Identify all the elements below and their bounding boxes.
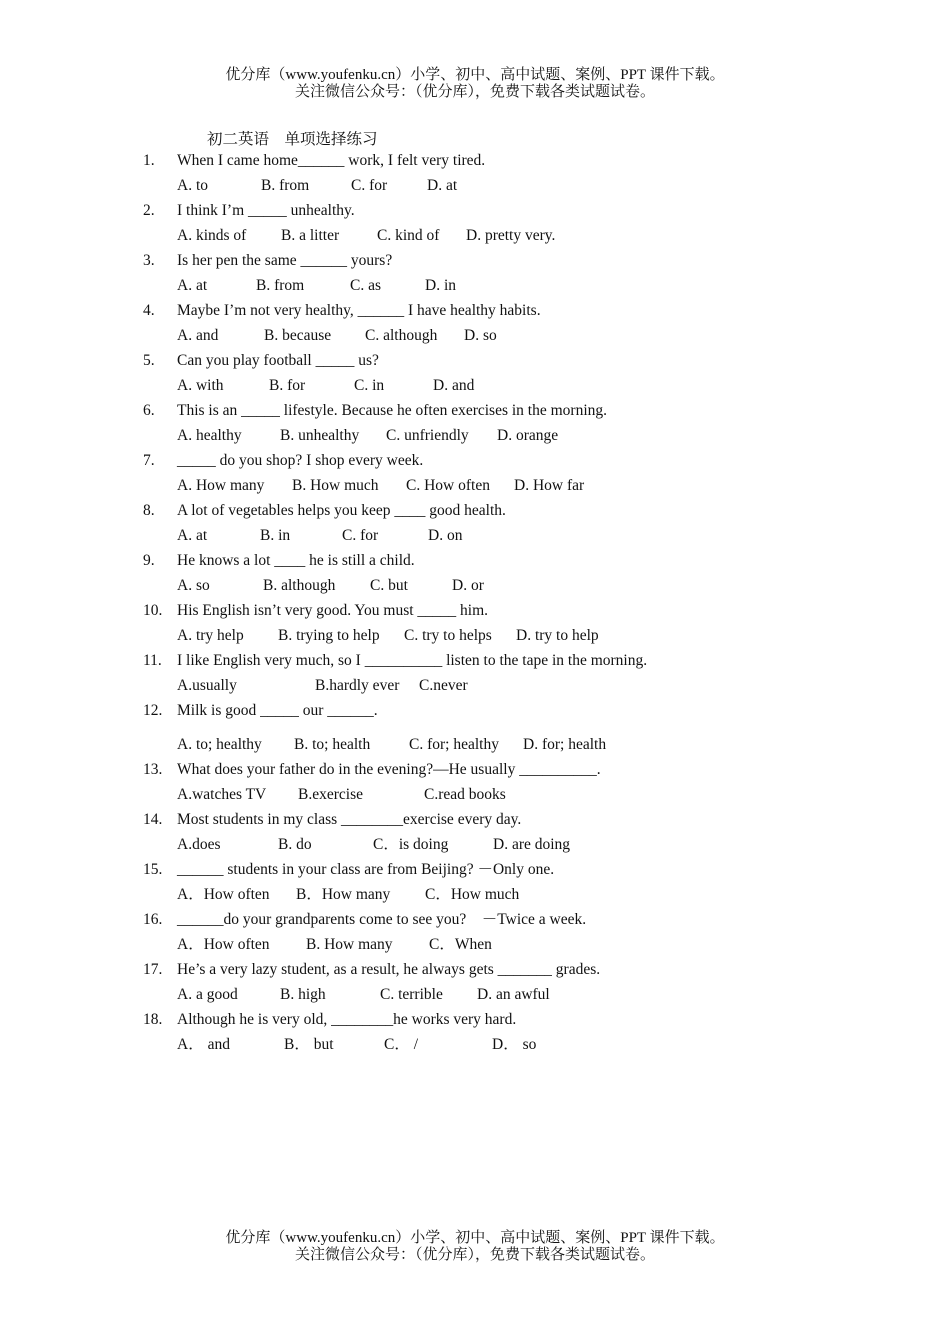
answer-option: B. from bbox=[256, 277, 305, 294]
answer-option: B．How many bbox=[296, 886, 391, 903]
answer-options bbox=[143, 985, 843, 1010]
footer-line-2: 关注微信公众号：（优分库），免费下载各类试题试卷。 bbox=[294, 1247, 655, 1263]
answer-option: D. are doing bbox=[493, 836, 571, 853]
answer-option: B. in bbox=[260, 527, 291, 544]
question-11 bbox=[143, 651, 843, 676]
question-16 bbox=[143, 910, 843, 935]
answer-option: A. a good bbox=[177, 986, 238, 1003]
answer-options bbox=[143, 835, 843, 860]
answer-option: D. in bbox=[425, 277, 456, 294]
answer-options bbox=[143, 426, 843, 451]
answer-option: A. How many bbox=[177, 477, 265, 494]
answer-option: C.never bbox=[419, 677, 468, 694]
question-stem: ______ students in your class are from Beijing? －Only one. bbox=[177, 861, 555, 878]
answer-options bbox=[143, 626, 843, 651]
question-number: 13. bbox=[143, 761, 163, 778]
question-2 bbox=[143, 201, 843, 226]
answer-option: B. How many bbox=[306, 936, 393, 953]
answer-option: A． and bbox=[177, 1036, 230, 1053]
answer-option: D. on bbox=[428, 527, 463, 544]
answer-options bbox=[143, 1035, 843, 1060]
question-stem: He’s a very lazy student, as a result, he always gets _______ grades. bbox=[177, 961, 601, 978]
answer-option: C．How much bbox=[425, 886, 520, 903]
answer-option: D. an awful bbox=[477, 986, 550, 1003]
question-14 bbox=[143, 810, 843, 835]
question-number: 3. bbox=[143, 252, 155, 269]
answer-option: B. do bbox=[278, 836, 312, 853]
question-15 bbox=[143, 860, 843, 885]
answer-option: B. unhealthy bbox=[280, 427, 360, 444]
question-stem: I think I’m _____ unhealthy. bbox=[177, 202, 355, 219]
question-1 bbox=[143, 151, 843, 176]
answer-option: D. at bbox=[427, 177, 458, 194]
answer-option: B. for bbox=[269, 377, 306, 394]
answer-option: A. at bbox=[177, 527, 208, 544]
answer-option: C. for bbox=[342, 527, 379, 544]
answer-option: C. try to helps bbox=[404, 627, 492, 644]
answer-option: D. or bbox=[452, 577, 484, 594]
answer-option: A.usually bbox=[177, 677, 237, 694]
question-8 bbox=[143, 501, 843, 526]
answer-option: A. kinds of bbox=[177, 227, 247, 244]
answer-option: A.does bbox=[177, 836, 221, 853]
answer-option: C. for; healthy bbox=[409, 736, 499, 753]
answer-option: B. high bbox=[280, 986, 326, 1003]
answer-options bbox=[143, 676, 843, 701]
question-number: 2. bbox=[143, 202, 155, 219]
question-stem: Most students in my class ________exercise every day. bbox=[177, 811, 522, 828]
question-number: 16. bbox=[143, 911, 163, 928]
answer-options bbox=[143, 576, 843, 601]
answer-options bbox=[143, 785, 843, 810]
question-number: 14. bbox=[143, 811, 163, 828]
question-3 bbox=[143, 251, 843, 276]
answer-option: B. to; health bbox=[294, 736, 371, 753]
question-18 bbox=[143, 1010, 843, 1035]
question-stem: Milk is good _____ our ______. bbox=[177, 702, 378, 719]
question-number: 9. bbox=[143, 552, 155, 569]
question-stem: Although he is very old, ________he works very hard. bbox=[177, 1011, 517, 1028]
answer-option: C. terrible bbox=[380, 986, 443, 1003]
header-line-2: 关注微信公众号：（优分库），免费下载各类试题试卷。 bbox=[294, 84, 655, 100]
answer-option: B.exercise bbox=[298, 786, 363, 803]
answer-option: A. and bbox=[177, 327, 219, 344]
question-stem: When I came home______ work, I felt very tired. bbox=[177, 152, 486, 169]
answer-options bbox=[143, 176, 843, 201]
question-number: 12. bbox=[143, 702, 163, 719]
answer-option: A. try help bbox=[177, 627, 244, 644]
answer-option: C. unfriendly bbox=[386, 427, 469, 444]
question-stem: This is an _____ lifestyle. Because he often exercises in the morning. bbox=[177, 402, 608, 419]
question-10 bbox=[143, 601, 843, 626]
question-number: 10. bbox=[143, 602, 163, 619]
question-number: 7. bbox=[143, 452, 155, 469]
answer-option: A.watches TV bbox=[177, 786, 267, 803]
answer-option: D． so bbox=[492, 1036, 537, 1053]
answer-option: D. orange bbox=[497, 427, 559, 444]
question-6 bbox=[143, 401, 843, 426]
question-12 bbox=[143, 701, 843, 726]
question-13 bbox=[143, 760, 843, 785]
answer-option: D. so bbox=[464, 327, 497, 344]
question-stem: He knows a lot ____ he is still a child. bbox=[177, 552, 415, 569]
answer-option: C. but bbox=[370, 577, 408, 594]
answer-option: B. trying to help bbox=[278, 627, 380, 644]
question-stem: Is her pen the same ______ yours? bbox=[177, 252, 393, 269]
question-number: 17. bbox=[143, 961, 163, 978]
answer-option: A．How often bbox=[177, 936, 270, 953]
question-number: 8. bbox=[143, 502, 155, 519]
answer-option: D. try to help bbox=[516, 627, 599, 644]
answer-option: B. a litter bbox=[281, 227, 340, 244]
document-title: 初二英语 单项选择练习 bbox=[207, 131, 378, 148]
question-stem: I like English very much, so I __________ listen to the tape in the morning. bbox=[177, 652, 648, 669]
question-5 bbox=[143, 351, 843, 376]
question-number: 11. bbox=[143, 652, 162, 669]
answer-options bbox=[143, 276, 843, 301]
answer-option: A. healthy bbox=[177, 427, 242, 444]
answer-options bbox=[143, 226, 843, 251]
answer-option: D. for; health bbox=[523, 736, 607, 753]
question-stem: A lot of vegetables helps you keep ____ good health. bbox=[177, 502, 506, 519]
footer-line-1: 优分库（www.youfenku.cn）小学、初中、高中试题、案例、PPT 课件下载。 bbox=[225, 1230, 725, 1246]
question-stem: His English isn’t very good. You must _____ him. bbox=[177, 602, 489, 619]
answer-option: C. kind of bbox=[377, 227, 440, 244]
answer-option: C. although bbox=[365, 327, 438, 344]
answer-option: A. to; healthy bbox=[177, 736, 262, 753]
answer-option: D. and bbox=[433, 377, 475, 394]
question-number: 15. bbox=[143, 861, 163, 878]
answer-option: B． but bbox=[284, 1036, 334, 1053]
question-4 bbox=[143, 301, 843, 326]
answer-options bbox=[143, 735, 843, 760]
answer-option: C. How often bbox=[406, 477, 490, 494]
question-9 bbox=[143, 551, 843, 576]
answer-option: A. with bbox=[177, 377, 224, 394]
question-number: 18. bbox=[143, 1011, 163, 1028]
answer-option: D. pretty very. bbox=[466, 227, 556, 244]
answer-option: C．When bbox=[429, 936, 492, 953]
question-number: 4. bbox=[143, 302, 155, 319]
answer-option: A．How often bbox=[177, 886, 270, 903]
answer-option: C. as bbox=[350, 277, 381, 294]
answer-options bbox=[143, 885, 843, 910]
question-stem: Can you play football _____ us? bbox=[177, 352, 379, 369]
answer-option: A. so bbox=[177, 577, 210, 594]
answer-options bbox=[143, 526, 843, 551]
question-number: 5. bbox=[143, 352, 155, 369]
question-stem: ______do your grandparents come to see you? －Twice a week. bbox=[177, 911, 587, 928]
answer-option: B.hardly ever bbox=[315, 677, 400, 694]
answer-option: C．is doing bbox=[373, 836, 449, 853]
question-stem: Maybe I’m not very healthy, ______ I have healthy habits. bbox=[177, 302, 541, 319]
answer-option: A. to bbox=[177, 177, 208, 194]
page-header bbox=[0, 67, 950, 101]
answer-options bbox=[143, 476, 843, 501]
answer-option: B. How much bbox=[292, 477, 379, 494]
answer-options bbox=[143, 935, 843, 960]
question-7 bbox=[143, 451, 843, 476]
header-line-1: 优分库（www.youfenku.cn）小学、初中、高中试题、案例、PPT 课件下载。 bbox=[225, 67, 725, 83]
answer-option: A. at bbox=[177, 277, 208, 294]
question-17 bbox=[143, 960, 843, 985]
question-list bbox=[143, 151, 843, 1060]
answer-option: B. because bbox=[264, 327, 332, 344]
question-stem: _____ do you shop? I shop every week. bbox=[177, 452, 424, 469]
answer-option: C. in bbox=[354, 377, 385, 394]
question-stem: What does your father do in the evening?—He usually __________. bbox=[177, 761, 601, 778]
answer-option: C． / bbox=[384, 1036, 419, 1053]
answer-option: D. How far bbox=[514, 477, 585, 494]
answer-options bbox=[143, 326, 843, 351]
page-footer bbox=[0, 1230, 950, 1264]
answer-options bbox=[143, 376, 843, 401]
answer-option: B. from bbox=[261, 177, 310, 194]
question-number: 1. bbox=[143, 152, 155, 169]
answer-option: C. for bbox=[351, 177, 388, 194]
answer-option: B. although bbox=[263, 577, 336, 594]
question-number: 6. bbox=[143, 402, 155, 419]
answer-option: C.read books bbox=[424, 786, 506, 803]
